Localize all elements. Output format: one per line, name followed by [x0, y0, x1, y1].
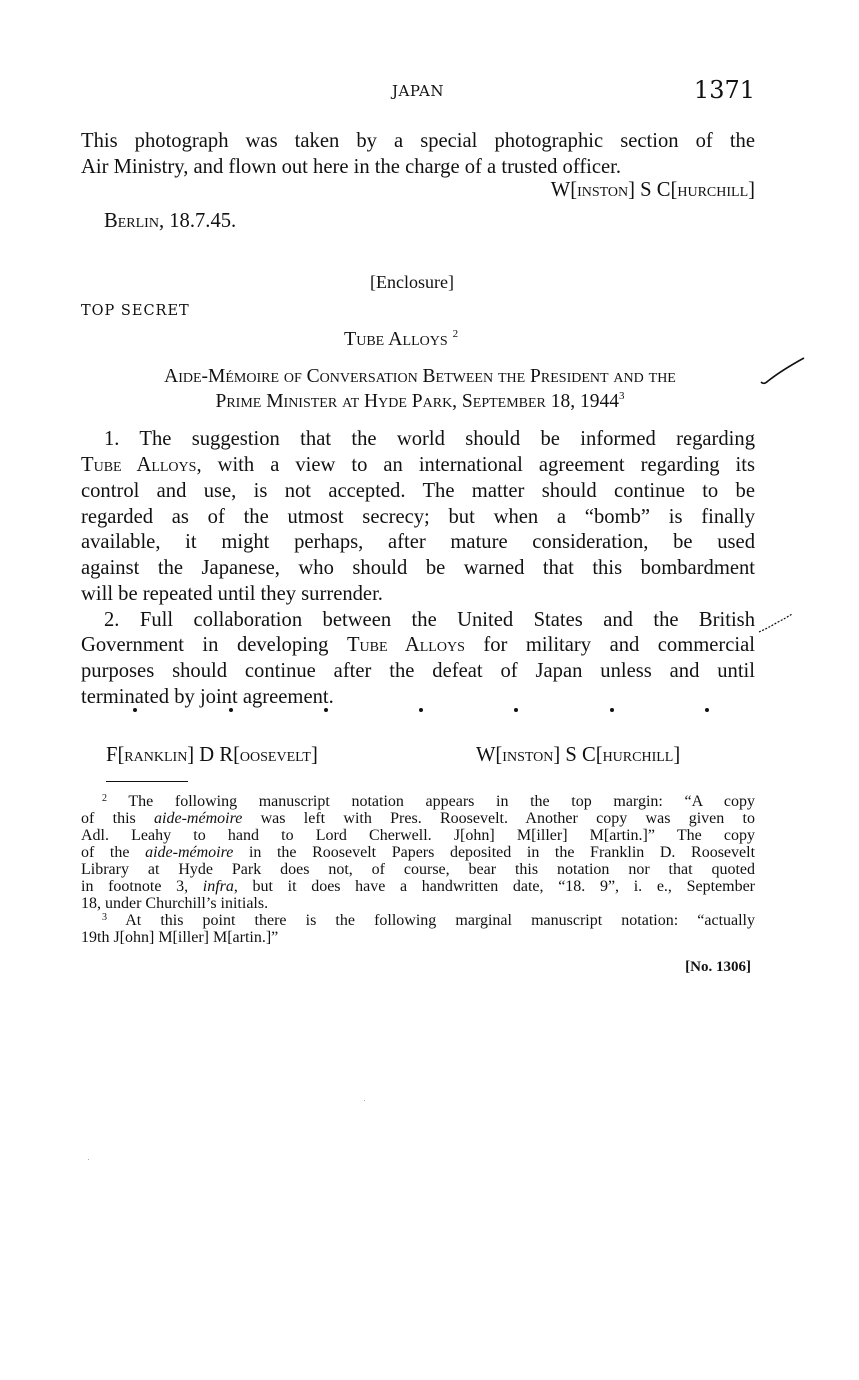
fn2-line-6-text: in footnote 3, infra, but it does have a handwritten date, “18. 9”, i. e., September [81, 878, 755, 895]
fn2-marker: 2 [102, 793, 107, 804]
italic-term: aide-mémoire [145, 844, 234, 861]
p1-line-7: will be repeated until they surrender. [81, 583, 383, 605]
p1-line-4: regarded as of the utmost secrecy; but when a “bomb” is finally [81, 506, 755, 528]
letter-line-1: This photograph was taken by a special photographic section of the [81, 130, 755, 152]
fn2-line-4 [81, 844, 755, 861]
p2-line-2-text: Government in developing Tube Alloys for military and commercial [81, 634, 755, 656]
signature-churchill: W[inston] S C[hurchill] [476, 744, 681, 766]
page-number: 1371 [693, 76, 755, 104]
p1-line-2 [81, 453, 755, 479]
enclosure-label: [Enclosure] [370, 272, 454, 292]
signature-roosevelt: F[ranklin] D R[oosevelt] [106, 744, 318, 766]
dot [419, 708, 423, 712]
margin-check-mark [758, 354, 808, 388]
dot [133, 708, 137, 712]
running-head: JAPAN [392, 82, 445, 100]
fn2-line-2 [81, 810, 755, 827]
heading-line-2 [81, 389, 759, 414]
paper-speck [364, 1100, 365, 1101]
fn3-line-1 [102, 912, 755, 929]
italic-term: infra [202, 878, 234, 895]
heading-line-1: Aide-Mémoire of Conversation Between the President and the [164, 366, 676, 387]
paper-speck [88, 1159, 89, 1160]
omission-dots [81, 708, 755, 728]
small-caps-term: Tube Alloys [346, 634, 465, 656]
fn2-line-4-text: of the aide-mémoire in the Roosevelt Papers deposited in the Franklin D. Roosevelt [81, 844, 756, 861]
heading-footnote-ref: 3 [619, 390, 625, 402]
fn2-line-5: Library at Hyde Park does not, of course, bear this notation nor that quoted [81, 861, 755, 878]
p1-line-1: 1. The suggestion that the world should be informed regarding [104, 428, 755, 450]
fn2-line-1-text: The following manuscript notation appears in the top margin: “A copy [128, 793, 755, 810]
p1-line-2-text: Tube Alloys, with a view to an international agreement regarding its [81, 454, 756, 476]
classification: TOP SECRET [81, 303, 190, 319]
dot [705, 708, 709, 712]
p1-line-3: control and use, is not accepted. The matter should continue to be [81, 480, 755, 502]
fn2-line-2-text: of this aide-mémoire was left with Pres. Roosevelt. Another copy was given to [81, 810, 755, 827]
document-title [344, 328, 458, 351]
letter-line-2: Air Ministry, and flown out here in the charge of a trusted officer. [81, 156, 622, 178]
margin-tick-mark [756, 612, 796, 638]
title-text: Tube Alloys [344, 328, 448, 350]
heading-line-2-text: Prime Minister at Hyde Park, September 18, 1944 [215, 391, 620, 412]
date: , 18.7.45. [158, 210, 237, 232]
dot [514, 708, 518, 712]
fn2-line-3: Adl. Leahy to hand to Lord Cherwell. J[ohn] M[iller] M[artin.]” The copy [81, 827, 755, 844]
place: Berlin [104, 210, 159, 232]
fn3-line-1-text: At this point there is the following marginal manuscript notation: “actually [125, 912, 756, 929]
italic-term: aide-mémoire [154, 810, 243, 827]
dot [610, 708, 614, 712]
small-caps-term: Tube Alloys [81, 454, 197, 476]
letter-signature: W[inston] S C[hurchill] [550, 179, 755, 201]
fn3-marker: 3 [102, 912, 107, 923]
footnote-rule [106, 781, 188, 782]
fn2-line-6 [81, 878, 755, 895]
fn2-line-7: 18, under Churchill’s initials. [81, 895, 269, 912]
title-footnote-ref: 2 [452, 328, 459, 340]
p2-line-1: 2. Full collaboration between the United States and the British [104, 609, 755, 631]
p2-line-4: terminated by joint agreement. [81, 686, 334, 708]
dot [324, 708, 328, 712]
p1-line-5: available, it might perhaps, after mature consideration, be used [81, 531, 755, 553]
document-number: [No. 1306] [685, 959, 751, 975]
fn3-line-2: 19th J[ohn] M[iller] M[artin.]” [81, 929, 279, 946]
fn2-line-1 [102, 793, 755, 810]
dot [229, 708, 233, 712]
p2-line-3: purposes should continue after the defeat of Japan unless and until [81, 660, 755, 682]
p2-line-2 [81, 633, 755, 659]
p1-line-6: against the Japanese, who should be warned that this bombardment [81, 557, 755, 579]
place-date [104, 210, 236, 233]
